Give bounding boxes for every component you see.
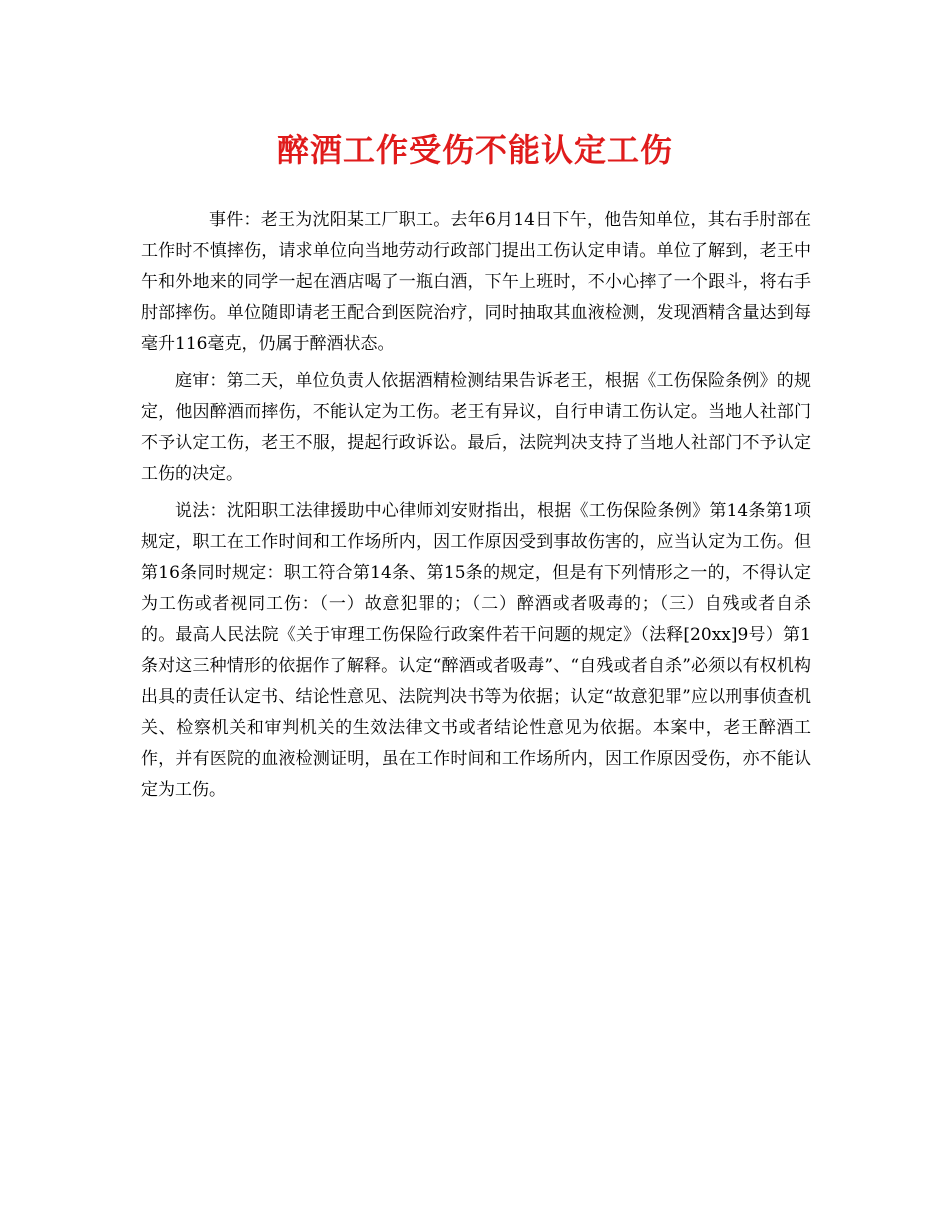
- paragraph-trial: 庭审：第二天，单位负责人依据酒精检测结果告诉老王，根据《工伤保险条例》的规定，他因醉酒而摔伤，不能认定为工伤。老王有异议，自行申请工伤认定。当地人社部门不予认定工伤，老王不服，提起行政诉讼。最后，法院判决支持了当地人社部门不予认定工伤的决定。: [141, 371, 811, 484]
- paragraph-commentary: 说法：沈阳职工法律援助中心律师刘安财指出，根据《工伤保险条例》第14条第1项规定，职工在工作时间和工作场所内，因工作原因受到事故伤害的，应当认定为工伤。但第16条同时规定：职工符合第14条、第15条的规定，但是有下列情形之一的，不得认定为工伤或者视同工伤：（一）故意犯罪的；（二）醉酒或者吸毒的；（三）自残或者自杀的。最高人民法院《关于审理工伤保险行政案件若干问题的规定》（法释[20xx]9号）第1条对这三种情形的依据作了解释。认定“醉酒或者吸毒”、“自残或者自杀”必须以有权机构出具的责任认定书、结论性意见、法院判决书等为依据；认定“故意犯罪”应以刑事侦查机关、检察机关和审判机关的生效法律文书或者结论性意见为依据。本案中，老王醉酒工作，并有医院的血液检测证明，虽在工作时间和工作场所内，因工作原因受伤，亦不能认定为工伤。: [141, 501, 811, 800]
- paragraph-event: 事件：老王为沈阳某工厂职工。去年6月14日下午，他告知单位，其右手肘部在工作时不慎摔伤，请求单位向当地劳动行政部门提出工伤认定申请。单位了解到，老王中午和外地来的同学一起在酒店喝了一瓶白酒，下午上班时，不小心摔了一个跟斗，将右手肘部摔伤。单位随即请老王配合到医院治疗，同时抽取其血液检测，发现酒精含量达到每毫升116毫克，仍属于醉酒状态。: [141, 210, 811, 354]
- document-title: 醉酒工作受伤不能认定工伤: [276, 131, 673, 169]
- document-body: [141, 205, 811, 812]
